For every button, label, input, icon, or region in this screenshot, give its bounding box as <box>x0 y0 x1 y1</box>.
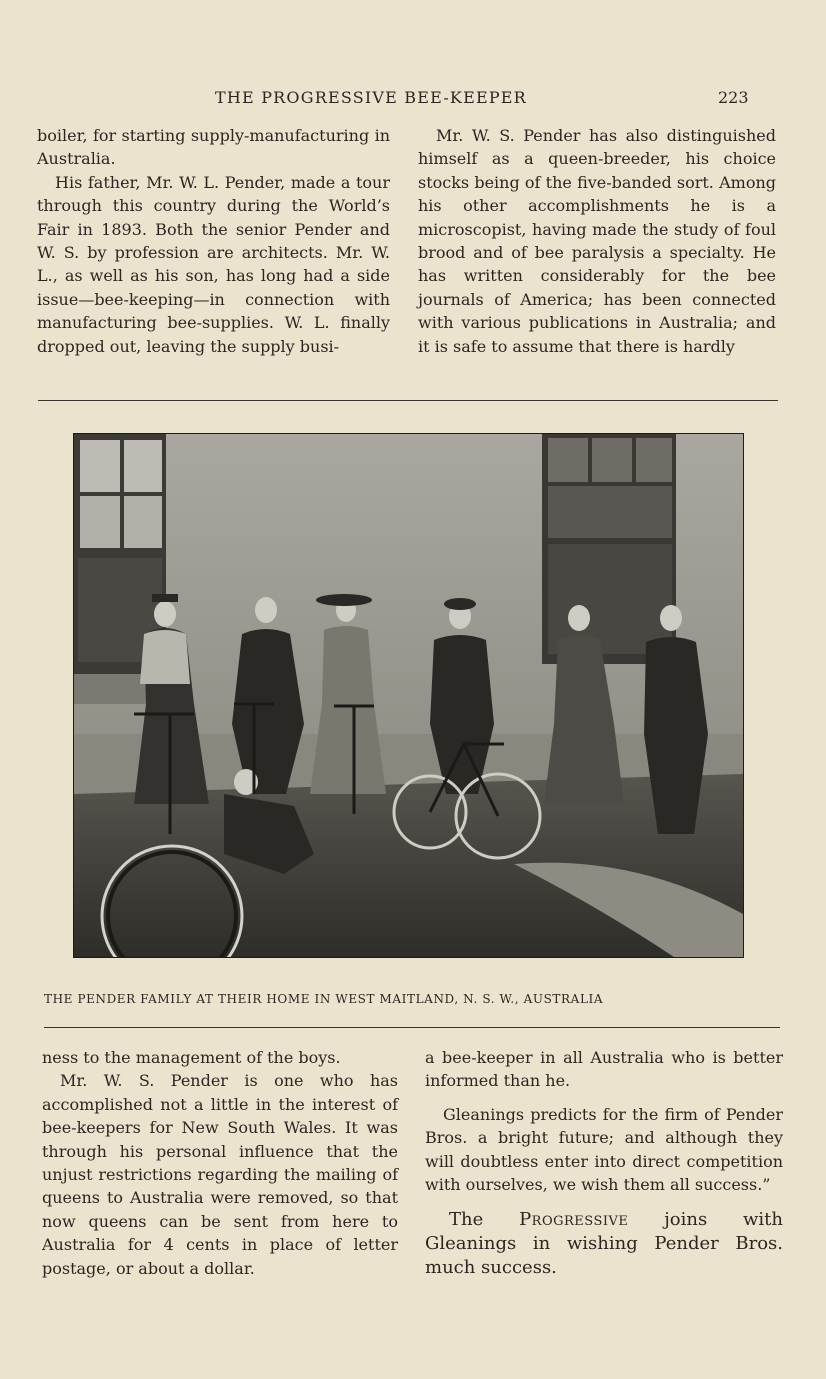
paragraph: Mr. W. S. Pender is one who has accomplished not a little in the interest of bee-keepers for New South Wales. It was through his personal influence that the unjust restrictions regarding the mailing of queens to Australia were removed, so that now queens can be sent from here to Australia for 4 cents in place of letter postage, or about a dollar. <box>42 1071 398 1278</box>
closing-paragraph <box>425 1208 783 1280</box>
divider-rule <box>38 400 778 401</box>
paragraph: His father, Mr. W. L. Pender, made a tour through this country during the World’s Fair in 1893. Both the senior Pender and W. S. by profession are architects. Mr. W. L., as well as his son, has long had a side issue—bee-keeping—in connection with manufacturing bee-supplies. W. L. finally dropped out, leaving the supply busi- <box>37 172 390 356</box>
paragraph: ness to the management of the boys. <box>42 1048 341 1067</box>
divider-rule <box>44 1027 780 1028</box>
bottom-left-column <box>42 1046 398 1280</box>
figure-caption: THE PENDER FAMILY AT THEIR HOME IN WEST MAITLAND, N. S. W., AUSTRALIA <box>44 992 604 1006</box>
running-title: THE PROGRESSIVE BEE-KEEPER <box>215 88 527 107</box>
paragraph: boiler, for starting supply-manufacturing in Australia. <box>37 126 390 169</box>
family-photograph <box>73 433 744 958</box>
page-number: 223 <box>718 88 749 107</box>
progressive-smallcaps: Progressive <box>519 1209 629 1231</box>
bottom-right-column <box>425 1046 783 1280</box>
top-left-column <box>37 124 390 358</box>
paragraph: Gleanings predicts for the firm of Pender Bros. a bright future; and although they will doubtless enter into direct competition with ourselves, we wish them all success.” <box>425 1104 783 1195</box>
paragraph: Mr. W. S. Pender has also distinguished himself as a queen-breeder, his choice stocks being of the five-banded sort. Among his other accomplishments he is a microscopist, having made the study of foul brood and of bee paralysis a specialty. He has written considerably for the bee journals of America; has been connected with various publications in Australia; and it is safe to assume that there is hardly <box>418 126 776 356</box>
right-window <box>542 434 676 664</box>
photograph-illustration <box>74 434 743 957</box>
running-header <box>0 88 826 112</box>
top-right-column <box>418 124 776 358</box>
closing-lead: The <box>449 1209 520 1231</box>
closing-rest: joins with Gleanings in wishing Pender Bros. much success. <box>425 1209 783 1279</box>
paragraph: a bee-keeper in all Australia who is better informed than he. <box>425 1048 783 1091</box>
